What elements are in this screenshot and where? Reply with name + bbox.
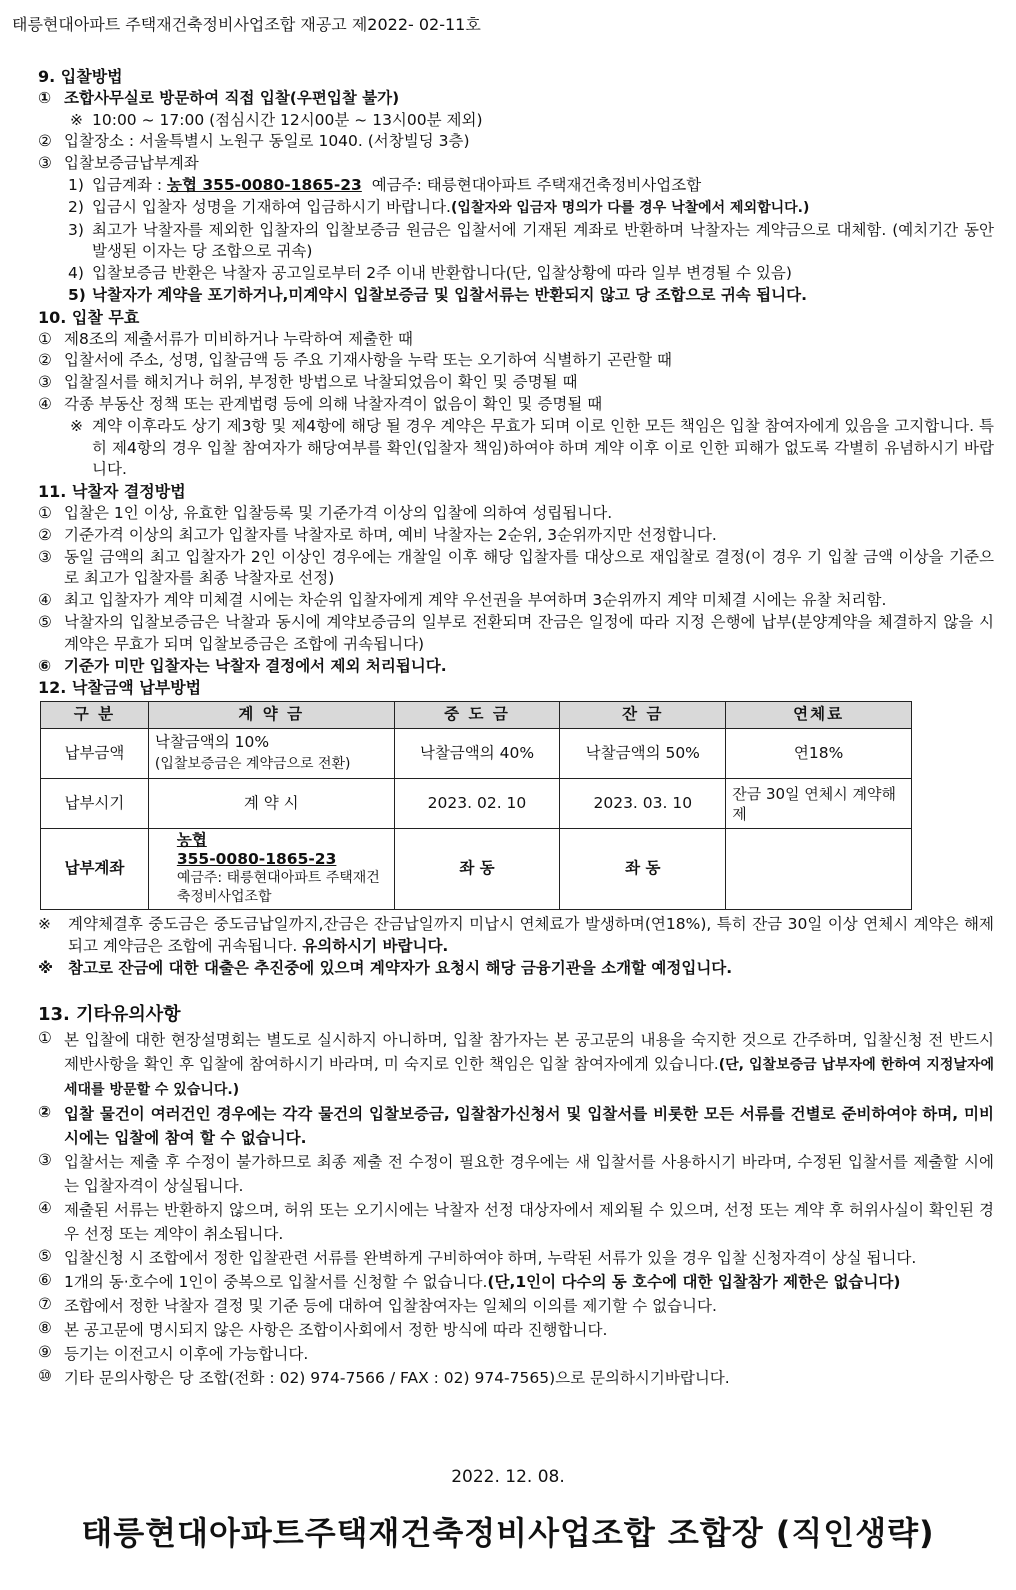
s10-item-3: [38, 372, 994, 394]
item-number: ⑥: [38, 656, 52, 675]
item-number: ③: [38, 373, 52, 392]
cell-line: 예금주: 태릉현대아파트 주택재건축정비사업조합: [176, 870, 380, 906]
item-text: 입찰보증금납부계좌: [64, 154, 199, 173]
item-number: ⑧: [38, 1318, 52, 1337]
row-label: 납부계좌: [41, 829, 149, 910]
item-text: [64, 1028, 994, 1102]
item-text: 등기는 이전고시 이후에 가능합니다.: [64, 1344, 309, 1363]
row-label: 납부시기: [41, 779, 149, 829]
item-number: ①: [38, 88, 52, 107]
item-number: ③: [38, 547, 52, 566]
item-number: ⑤: [38, 612, 52, 631]
s10-item-1: [38, 329, 994, 351]
s11-item-6: [38, 656, 994, 678]
sub-number: 1): [68, 175, 84, 194]
item-text-bold: (단,1인이 다수의 동 호수에 대한 입찰참가 제한은 없습니다): [487, 1272, 901, 1291]
s13-item-3: [38, 1150, 994, 1198]
cell-line: 355-0080-1865-23: [176, 850, 337, 869]
item-text: 입찰서에 주소, 성명, 입찰금액 등 주요 기재사항을 누락 또는 오기하여 식별하기 곤란할 때: [64, 351, 673, 370]
note-text-normal: 계약체결후 중도금은 중도금납일까지,잔금은 잔금납일까지 미납시 연체료가 발생하며(연18%), 특히 잔금 30일 이상 연체시 계약은 해제되고 계약금은 조합에 귀속됩니다.: [68, 915, 994, 955]
s10-item-2: [38, 350, 994, 372]
sub-text: 최고가 낙찰자를 제외한 입찰자의 입찰보증금 원금은 입찰서에 기재된 계좌로 반환하며 낙찰자는 계약금으로 대체함. (예치기간 동안 발생된 이자는 당 조합으로 귀속): [92, 220, 994, 261]
sub-text: [92, 175, 994, 197]
item-number: ④: [38, 394, 52, 413]
sub-text-normal: 입금시 입찰자 성명을 기재하여 입금하시기 바랍니다.: [92, 197, 451, 216]
account-label: 입금계좌 :: [92, 175, 163, 194]
document-body: [38, 66, 994, 1390]
payment-table: [40, 701, 912, 910]
sub-text-bold: (입찰자와 입금자 명의가 다를 경우 낙찰에서 제외합니다.): [450, 199, 810, 216]
s13-item-4: [38, 1198, 994, 1246]
table-header-row: [41, 702, 912, 729]
item-text: 제출된 서류는 반환하지 않으며, 허위 또는 오기시에는 낙찰자 선정 대상자에서 제외될 수 있으며, 선정 또는 계약 후 허위사실이 확인된 경우 선정 또는 계약이 취소됩니다.: [64, 1200, 994, 1243]
item-text: 기준가 미만 입찰자는 낙찰자 결정에서 제외 처리됩니다.: [64, 656, 447, 675]
item-number: ③: [38, 154, 52, 173]
header-cell: 중 도 금: [394, 702, 560, 729]
s9-sub-4: [38, 263, 994, 285]
s12-note-2: [38, 958, 994, 980]
table-row: [41, 729, 912, 779]
note-text: 계약 이후라도 상기 제3항 및 제4항에 해당 될 경우 계약은 무효가 되며 이로 인한 모든 책임은 입찰 참여자에게 있음을 고지합니다. 특히 제4항의 경우 입찰 참여자가 해당여부를 확인(입찰자 책임)하여야 하며 계약 이후 이로 인한 피해가 없도록 각별히 유념하시기 바랍니다.: [92, 416, 994, 479]
item-text: 기준가격 이상의 최고가 입찰자를 낙찰자로 하며, 예비 낙찰자는 2순위, 3순위까지만 선정합니다.: [64, 525, 717, 544]
section-11-title: 11. 낙찰자 결정방법: [38, 482, 186, 502]
s10-note: [38, 416, 994, 481]
note-mark: ※: [38, 958, 54, 977]
table-row: [41, 779, 912, 829]
item-text: 입찰서는 제출 후 수정이 불가하므로 최종 제출 전 수정이 필요한 경우에는 새 입찰서를 사용하시기 바라며, 수정된 입찰서를 제출할 시에는 입찰자격이 상실됩니다.: [64, 1152, 994, 1195]
section-9-title: 9. 입찰방법: [38, 67, 123, 86]
signature-line: 태릉현대아파트주택재건축정비사업조합 조합장 (직인생략): [81, 1514, 935, 1552]
s9-sub-3: [38, 220, 994, 264]
s13-item-10: [38, 1366, 994, 1390]
header-cell: 잔 금: [560, 702, 726, 729]
item-text: 입찰질서를 해치거나 허위, 부정한 방법으로 낙찰되었음이 확인 및 증명될 때: [64, 373, 578, 392]
header-cell: 계 약 금: [148, 702, 394, 729]
table-cell: 2023. 03. 10: [560, 779, 726, 829]
sub-number: 3): [68, 220, 84, 239]
sub-text: 낙찰자가 계약을 포기하거나,미계약시 입찰보증금 및 입찰서류는 반환되지 않고 당 조합으로 귀속 됩니다.: [92, 285, 807, 304]
note-mark: ※: [70, 110, 83, 129]
s9-item-1-note: [38, 110, 994, 132]
table-cell: [148, 729, 394, 779]
s11-item-3: [38, 547, 994, 591]
item-number: ②: [38, 132, 52, 151]
cell-line: (입찰보증금은 계약금으로 전환): [154, 755, 351, 772]
item-text: 최고 입찰자가 계약 미체결 시에는 차순위 입찰자에게 계약 우선권을 부여하며 3순위까지 계약 미체결 시에는 유찰 처리함.: [64, 591, 887, 610]
item-number: ②: [38, 351, 52, 370]
item-text: 입찰 물건이 여러건인 경우에는 각각 물건의 입찰보증금, 입찰참가신청서 및 입찰서를 비롯한 모든 서류를 건별로 준비하여야 하며, 미비시에는 입찰에 참여 할 수 없습니다.: [64, 1104, 994, 1147]
note-mark: ※: [70, 416, 83, 435]
section-10-title: 10. 입찰 무효: [38, 307, 140, 327]
item-number: ⑩: [38, 1366, 52, 1385]
row-label: 납부금액: [41, 729, 149, 779]
item-text: 제8조의 제출서류가 미비하거나 누락하여 제출한 때: [64, 329, 413, 348]
s9-sub-2: [38, 197, 994, 220]
s11-item-4: [38, 590, 994, 612]
sub-text: 입찰보증금 반환은 낙찰자 공고일로부터 2주 이내 반환합니다(단, 입찰상황에 따라 일부 변경될 수 있음): [92, 264, 792, 283]
s13-item-5: [38, 1246, 994, 1270]
s9-item-3: [38, 153, 994, 175]
item-text-bold: (단, 입찰보증금 납부자에 한하여 지정날자에 세대를 방문할 수 있습니다.): [64, 1056, 994, 1098]
item-number: ①: [38, 1028, 52, 1047]
s13-item-9: [38, 1342, 994, 1366]
table-cell: 낙찰금액의 50%: [560, 729, 726, 779]
table-row: [41, 829, 912, 910]
sub-number: 4): [68, 264, 84, 283]
note-text-bold: 유의하시기 바랍니다.: [302, 936, 449, 955]
item-number: ⑨: [38, 1342, 52, 1361]
item-number: ①: [38, 503, 52, 522]
header-cell: 연체료: [726, 702, 912, 729]
table-cell: 계 약 시: [148, 779, 394, 829]
s13-item-2: [38, 1102, 994, 1150]
s9-item-1: [38, 88, 994, 110]
table-cell: 잔금 30일 연체시 계약해제: [726, 779, 912, 829]
cell-line: 낙찰금액의 10%: [154, 732, 270, 751]
item-number: ⑦: [38, 1294, 52, 1313]
item-text: 입찰은 1인 이상, 유효한 입찰등록 및 기준가격 이상의 입찰에 의하여 성립됩니다.: [64, 503, 613, 522]
s12-note-1: [38, 914, 994, 958]
table-cell: 좌 동: [394, 829, 560, 910]
s13-item-8: [38, 1318, 994, 1342]
item-number: ①: [38, 329, 52, 348]
table-cell: [726, 829, 912, 910]
item-number: ④: [38, 1198, 52, 1217]
header-cell: 구 분: [41, 702, 149, 729]
cell-line: 농협: [176, 831, 207, 850]
note-text: 참고로 잔금에 대한 대출은 추진중에 있으며 계약자가 요청시 해당 금융기관을 소개할 예정입니다.: [68, 958, 733, 977]
table-cell: 좌 동: [560, 829, 726, 910]
item-number: ⑤: [38, 1246, 52, 1265]
item-text: [64, 1270, 994, 1294]
account-holder: 예금주: 태릉현대아파트 주택재건축정비사업조합: [371, 175, 702, 194]
item-number: ③: [38, 1150, 52, 1169]
account-number: 농협 355-0080-1865-23: [166, 175, 362, 194]
item-text: 입찰신청 시 조합에서 정한 입찰관련 서류를 완벽하게 구비하여야 하며, 누락된 서류가 있을 경우 입찰 신청자격이 상실 됩니다.: [64, 1248, 917, 1267]
document-date: 2022. 12. 08.: [451, 1467, 565, 1487]
item-number: ②: [38, 1102, 52, 1121]
item-text: 각종 부동산 정책 또는 관계법령 등에 의해 낙찰자격이 없음이 확인 및 증명될 때: [64, 394, 603, 413]
item-text: 입찰장소 : 서울특별시 노원구 동일로 1040. (서창빌딩 3층): [64, 132, 470, 151]
table-cell: 2023. 02. 10: [394, 779, 560, 829]
section-12-title: 12. 낙찰금액 납부방법: [38, 678, 202, 698]
note-text: [68, 914, 994, 958]
item-text: 낙찰자의 입찰보증금은 낙찰과 동시에 계약보증금의 일부로 전환되며 잔금은 일정에 따라 지정 은행에 납부(분양계약을 체결하지 않을 시 계약은 무효가 되며 입찰보증금은 조합에 귀속됩니다): [64, 612, 994, 653]
s11-item-5: [38, 612, 994, 656]
document-header: 태릉현대아파트 주택재건축정비사업조합 재공고 제2022- 02-11호: [12, 15, 481, 34]
item-text: 기타 문의사항은 당 조합(전화 : 02) 974-7566 / FAX : 02) 974-7565)으로 문의하시기바랍니다.: [64, 1368, 730, 1387]
sub-text: [92, 197, 994, 220]
item-number: ⑥: [38, 1270, 52, 1289]
item-text-normal: 본 입찰에 대한 현장설명회는 별도로 실시하지 아니하며, 입찰 참가자는 본 공고문의 내용을 숙지한 것으로 간주하며, 입찰신청 전 반드시 제반사항을 확인 후 입찰에 참여하시기 바라며, 미 숙지로 인한 책임은 입찰 참여자에게 있습니다.: [64, 1030, 994, 1073]
note-text: 10:00 ~ 17:00 (점심시간 12시00분 ~ 13시00분 제외): [92, 110, 483, 129]
sub-number: 2): [68, 197, 84, 216]
s10-item-4: [38, 394, 994, 416]
table-cell: 낙찰금액의 40%: [394, 729, 560, 779]
item-number: ②: [38, 525, 52, 544]
s9-sub-1: [38, 175, 994, 197]
s11-item-1: [38, 503, 994, 525]
s9-sub-5: [38, 285, 994, 307]
section-13-title: 13. 기타유의사항: [38, 1003, 181, 1025]
item-number: ④: [38, 591, 52, 610]
sub-number: 5): [68, 285, 86, 304]
item-text: 본 공고문에 명시되지 않은 사항은 조합이사회에서 정한 방식에 따라 진행합니다.: [64, 1320, 608, 1339]
item-text: 조합에서 정한 낙찰자 결정 및 기준 등에 대하여 입찰참여자는 일체의 이의를 제기할 수 없습니다.: [64, 1296, 717, 1315]
item-text-normal: 1개의 동·호수에 1인이 중복으로 입찰서를 신청할 수 없습니다.: [64, 1272, 488, 1291]
item-text: 동일 금액의 최고 입찰자가 2인 이상인 경우에는 개찰일 이후 해당 입찰자를 대상으로 재입찰로 결정(이 경우 기 입찰 금액 이상을 기준으로 최고가 입찰자를 최종 낙찰자로 선정): [64, 547, 994, 588]
table-cell: 연18%: [726, 729, 912, 779]
s13-item-7: [38, 1294, 994, 1318]
s13-item-1: [38, 1028, 994, 1102]
table-cell: [148, 829, 394, 910]
item-text: 조합사무실로 방문하여 직접 입찰(우편입찰 불가): [64, 88, 400, 107]
s11-item-2: [38, 525, 994, 547]
s9-item-2: [38, 131, 994, 153]
s13-item-6: [38, 1270, 994, 1294]
note-mark: ※: [38, 915, 51, 934]
